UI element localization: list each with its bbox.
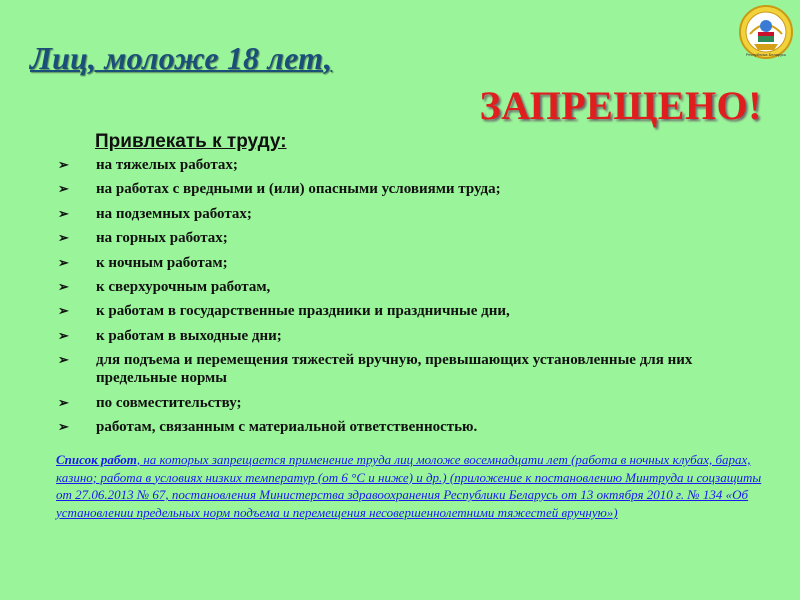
list-heading: Привлекать к труду: bbox=[95, 131, 287, 152]
list-item bbox=[52, 254, 772, 272]
list-item-text: на тяжелых работах; bbox=[96, 157, 238, 173]
list-item bbox=[52, 278, 772, 296]
slide-title: Лиц, моложе 18 лет, bbox=[30, 40, 333, 76]
list-item bbox=[52, 351, 772, 387]
list-item-text: к работам в выходные дни; bbox=[96, 327, 282, 344]
arrow-bullet-icon: ➢ bbox=[58, 157, 69, 172]
arrow-bullet-icon: ➢ bbox=[58, 254, 69, 270]
arrow-bullet-icon: ➢ bbox=[58, 278, 69, 294]
list-item bbox=[52, 302, 772, 320]
work-list-note[interactable] bbox=[56, 451, 768, 521]
svg-text:Республика Беларусь: Республика Беларусь bbox=[745, 52, 787, 57]
list-item bbox=[52, 205, 772, 223]
list-item-text: к ночным работам; bbox=[96, 254, 228, 271]
arrow-bullet-icon: ➢ bbox=[58, 327, 69, 343]
arrow-bullet-icon: ➢ bbox=[58, 303, 69, 319]
list-item-text: по совместительству; bbox=[96, 394, 242, 411]
list-item-text: к работам в государственные праздники и праздничные дни, bbox=[96, 303, 510, 320]
banned-label: ЗАПРЕЩЕНО! bbox=[479, 83, 762, 128]
list-item-text: работам, связанным с материальной ответственностью. bbox=[96, 418, 478, 435]
state-emblem-icon bbox=[738, 4, 794, 60]
list-item bbox=[52, 180, 772, 198]
arrow-bullet-icon: ➢ bbox=[58, 230, 69, 246]
list-item bbox=[52, 229, 772, 247]
arrow-bullet-icon: ➢ bbox=[58, 418, 69, 434]
list-item-text: для подъема и перемещения тяжестей вручную, превышающих установленные для них предельные нормы bbox=[96, 352, 693, 387]
list-item bbox=[52, 156, 772, 174]
arrow-bullet-icon: ➢ bbox=[58, 181, 69, 197]
prohibited-work-list bbox=[52, 156, 772, 442]
list-item-text: к сверхурочным работам, bbox=[96, 278, 271, 295]
list-item bbox=[52, 327, 772, 345]
note-text[interactable]: , на которых запрещается применение труда лиц моложе восемнадцати лет (работа в ночных клубах, барах, казино; работа в условиях низких температур (от 6 °С и ниже) и др.) (приложение к постановлению Минтруда и соцзащиты от 27.06.2013 № 67, постановления Министерства здравоохранения Республики Беларусь от 13 октября 2010 г. № 134 «Об установлении предельных норм подъема и перемещения несовершеннолетними тяжестей вручную») bbox=[56, 452, 762, 520]
list-item bbox=[52, 394, 772, 412]
list-item-text: на подземных работах; bbox=[96, 205, 252, 222]
list-item bbox=[52, 418, 772, 436]
list-item-text: на горных работах; bbox=[96, 230, 228, 247]
list-item-text: на работах с вредными и (или) опасными условиями труда; bbox=[96, 181, 501, 198]
arrow-bullet-icon: ➢ bbox=[58, 394, 69, 410]
note-lead[interactable]: Список работ bbox=[56, 452, 137, 467]
arrow-bullet-icon: ➢ bbox=[58, 352, 69, 368]
arrow-bullet-icon: ➢ bbox=[58, 205, 69, 221]
